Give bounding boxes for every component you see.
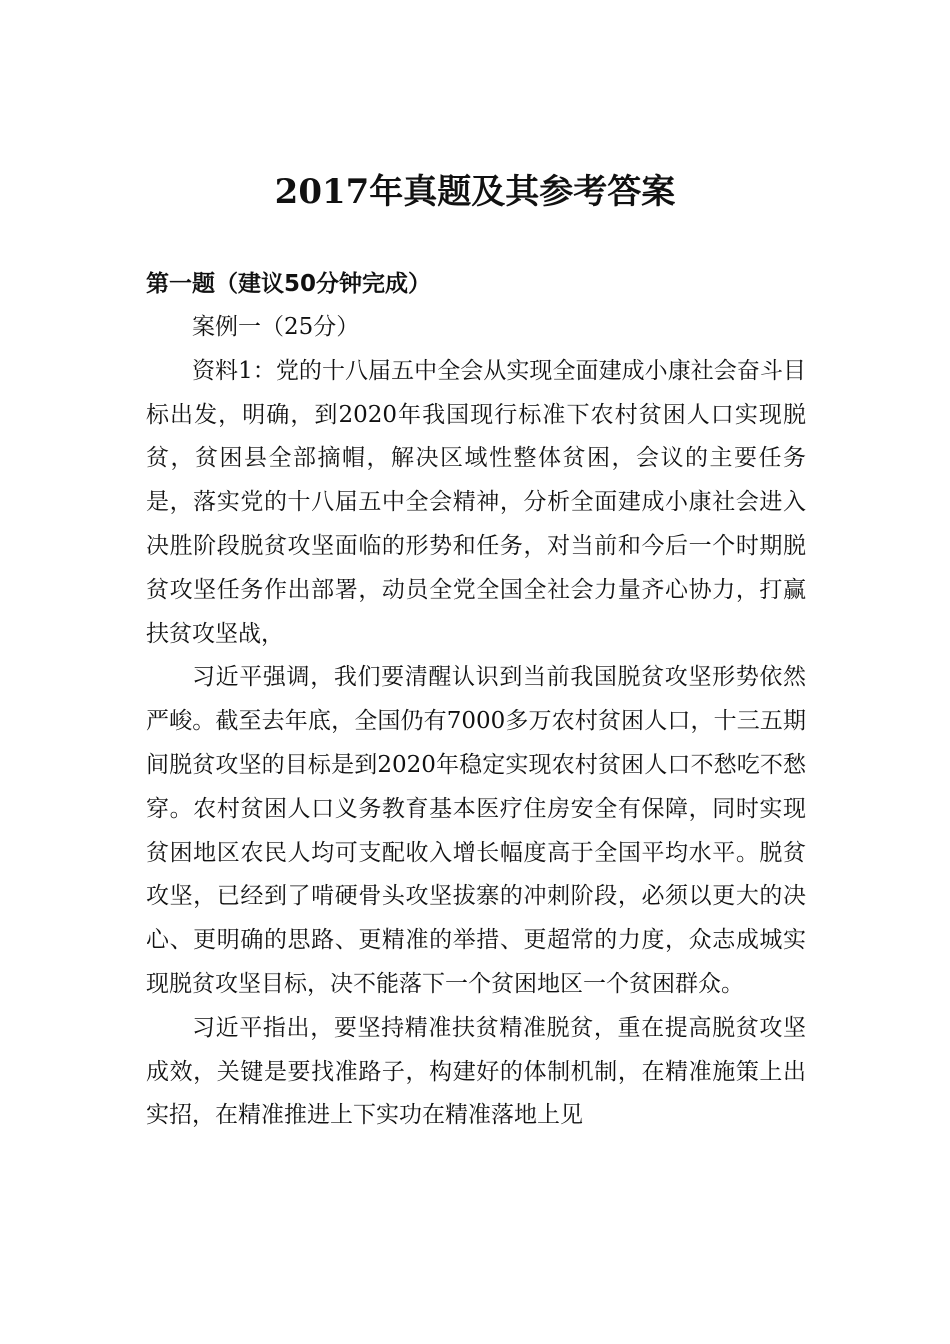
paragraph-material-1: 资料1：党的十八届五中全会从实现全面建成小康社会奋斗目标出发，明确，到2020年我国现行标准下农村贫困人口实现脱贫，贫困县全部摘帽，解决区域性整体贫困，会议的主要任务是，落实党的十八届五中全会精神，分析全面建成小康社会进入决胜阶段脱贫攻坚面临的形势和任务，对当前和今后一个时期脱贫攻坚任务作出部署，动员全党全国全社会力量齐心协力，打赢扶贫攻坚战，: [146, 357, 806, 647]
document-body: [146, 306, 806, 1138]
section-heading: 第一题（建议50分钟完成）: [146, 271, 432, 297]
paragraph-xi-points-out: 习近平指出，要坚持精准扶贫精准脱贫，重在提高脱贫攻坚成效，关键是要找准路子，构建好的体制机制，在精准施策上出实招，在精准推进上下实功在精准落地上见: [146, 1014, 806, 1129]
case-label: 案例一（25分）: [192, 314, 360, 340]
paragraph-xi-emphasizes: 习近平强调，我们要清醒认识到当前我国脱贫攻坚形势依然严峻。截至去年底，全国仍有7000多万农村贫困人口，十三五期间脱贫攻坚的目标是到2020年稳定实现农村贫困人口不愁吃不愁穿。农村贫困人口义务教育基本医疗住房安全有保障，同时实现贫困地区农民人均可支配收入增长幅度高于全国平均水平。脱贫攻坚，已经到了啃硬骨头攻坚拔寨的冲刺阶段，必须以更大的决心、更明确的思路、更精准的举措、更超常的力度，众志成城实现脱贫攻坚目标，决不能落下一个贫困地区一个贫困群众。: [146, 664, 806, 997]
document-title: 2017年真题及其参考答案: [274, 172, 676, 212]
